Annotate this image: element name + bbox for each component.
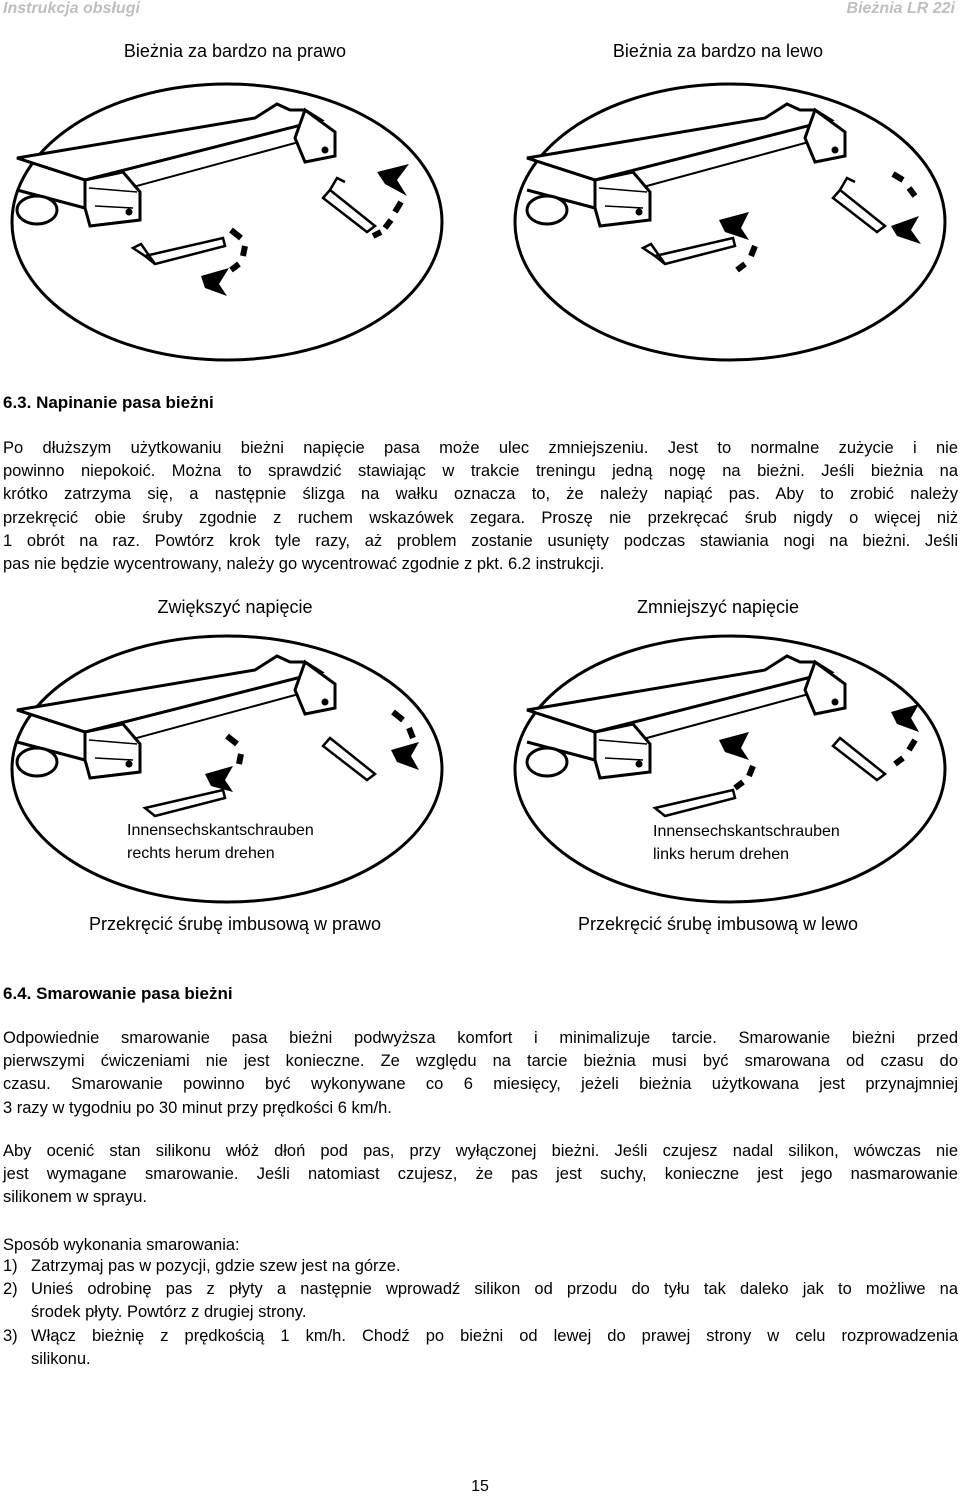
lubrication-paragraph-2 — [3, 1140, 958, 1210]
list-item — [3, 1255, 958, 1278]
figure-caption-left-shift: Bieżnia za bardzo na lewo — [612, 41, 824, 61]
list-item — [3, 1278, 958, 1324]
figure-title-decrease-tension: Zmniejszyć napięcie — [636, 597, 800, 617]
german-label-line: Innensechskantschrauben — [127, 822, 314, 839]
list-item-number: 2) — [3, 1280, 18, 1299]
list-item-text: silikonu. — [31, 1349, 91, 1368]
paragraph-line: pierwszymi ćwiczeniami nie jest konieczne. Ze względu na tarcie bieżnia musi być smarowana od czasu do — [3, 1052, 958, 1071]
figure-caption-turn-right: Przekręcić śrubę imbusową w prawo — [88, 914, 382, 934]
page-number: 15 — [471, 1478, 489, 1495]
section-heading-belt-tension: 6.3. Napinanie pasa bieżni — [3, 393, 214, 412]
lubrication-paragraph-1 — [3, 1027, 958, 1120]
figure-caption-turn-left: Przekręcić śrubę imbusową w lewo — [577, 914, 859, 934]
tension-increase-illustration — [5, 632, 450, 907]
list-item-number: 1) — [3, 1257, 18, 1275]
figure-caption-right-shift: Bieżnia za bardzo na prawo — [123, 41, 347, 61]
header-model-name: Bieżnia LR 22i — [846, 0, 955, 17]
paragraph-line: Odpowiednie smarowanie pasa bieżni podwyższa komfort i minimalizuje tarcie. Smarowanie bieżni przed — [3, 1029, 958, 1047]
list-item-text: Unieś odrobinę pas z płyty a następnie wprowadź silikon od przodu do tyłu tak daleko jak to możliwe na — [31, 1280, 958, 1299]
paragraph-line: Aby ocenić stan silikonu włóż dłoń pod pas, przy wyłączonej bieżni. Jeśli czujesz nadal silikon, wówczas nie — [3, 1142, 958, 1160]
section-heading-lubrication: 6.4. Smarowanie pasa bieżni — [3, 984, 233, 1003]
paragraph-line: silikonem w sprayu. — [3, 1188, 147, 1207]
list-item-text: środek płyty. Powtórz z drugiej strony. — [31, 1303, 307, 1322]
treadmill-roller-illustration-too-right — [5, 80, 450, 365]
list-item-text: Włącz bieżnię z prędkością 1 km/h. Chodź po bieżni od lewej do prawej strony w celu rozprowadzenia — [31, 1326, 958, 1345]
lubrication-steps-list — [3, 1255, 958, 1371]
list-item-text: Zatrzymaj pas w pozycji, gdzie szew jest na górze. — [31, 1257, 401, 1275]
list-item — [3, 1325, 958, 1371]
tension-decrease-illustration — [505, 632, 955, 907]
paragraph-line: powinno niepokoić. Można to sprawdzić stawiając w trakcie treningu jedną nogę na bieżni. Jeśli bieżnia na — [3, 462, 958, 481]
german-label-line: rechts herum drehen — [127, 845, 275, 862]
paragraph-line: jest wymagane smarowanie. Jeśli natomiast czujesz, że pas jest suchy, konieczne jest jego nasmarowanie — [3, 1165, 958, 1184]
figure-title-increase-tension: Zwiększyć napięcie — [157, 597, 313, 617]
german-label-line: links herum drehen — [653, 846, 790, 863]
paragraph-line: czasu. Smarowanie powinno być wykonywane co 6 miesięcy, jeżeli bieżnia użytkowana jest przynajmniej — [3, 1075, 958, 1094]
paragraph-line: pas nie będzie wycentrowany, należy go wycentrować zgodnie z pkt. 6.2 instrukcji. — [3, 555, 605, 574]
belt-tension-paragraph — [3, 437, 958, 576]
paragraph-line: Po dłuższym użytkowaniu bieżni napięcie pasa może ulec zmniejszeniu. Jest to normalne zużycie i nie — [3, 439, 958, 457]
header-manual-title: Instrukcja obsługi — [3, 0, 140, 17]
lubrication-steps-title: Sposób wykonania smarowania: — [3, 1236, 240, 1254]
paragraph-line: 1 obrót na raz. Powtórz krok tyle razy, aż problem zostanie usunięty podczas stawiania nogi na bieżni. Jeśli — [3, 531, 958, 550]
paragraph-line: przekręcić obie śruby zgodnie z ruchem wskazówek zegara. Proszę nie przekręcać śrub nigdy o więcej niż — [3, 508, 958, 527]
german-label-line: Innensechskantschrauben — [653, 823, 840, 840]
paragraph-line: 3 razy w tygodniu po 30 minut przy prędkości 6 km/h. — [3, 1098, 392, 1117]
paragraph-line: krótko zatrzyma się, a następnie ślizga na wałku oznacza to, że należy napiąć pas. Aby to zrobić należy — [3, 485, 958, 504]
list-item-number: 3) — [3, 1326, 18, 1345]
treadmill-roller-illustration-too-left — [505, 80, 955, 365]
